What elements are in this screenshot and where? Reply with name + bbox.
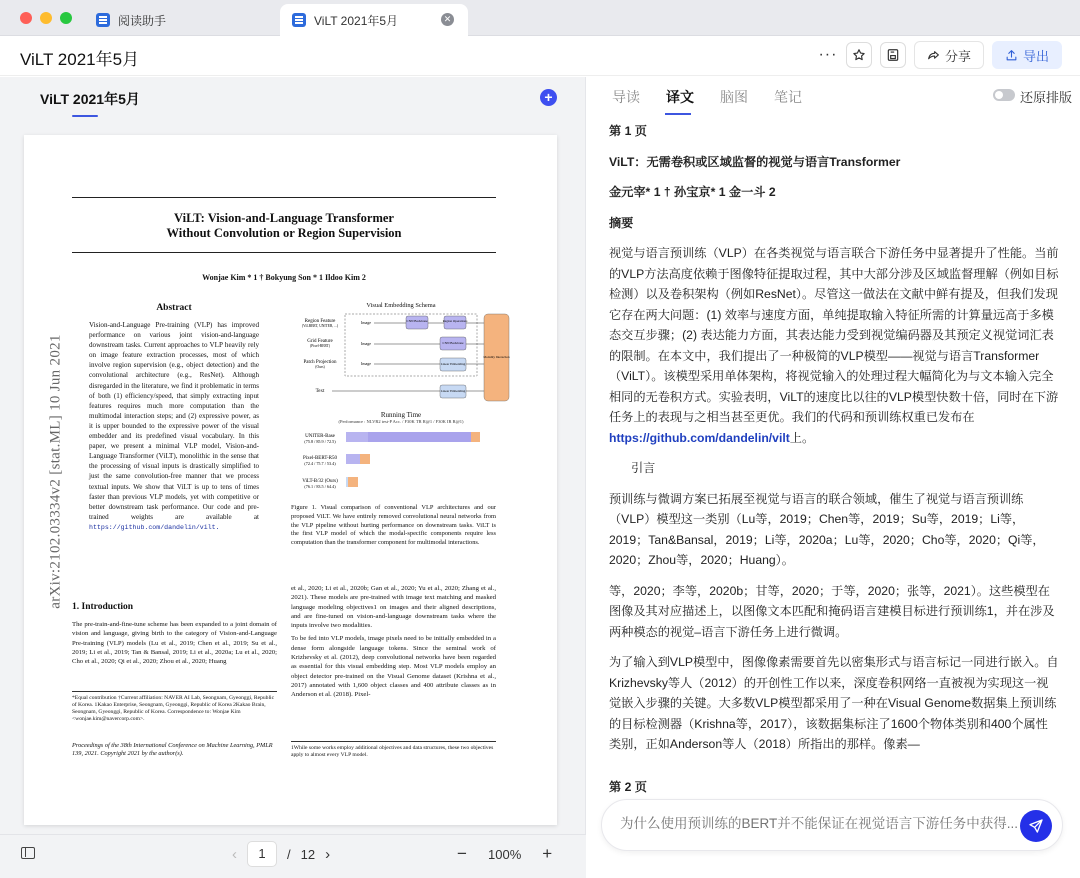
chat-input[interactable] xyxy=(620,816,1020,831)
paper-title xyxy=(72,211,496,241)
star-icon xyxy=(852,48,866,62)
restore-layout-label: 还原排版 xyxy=(1020,90,1073,105)
export-label: 导出 xyxy=(1022,48,1049,64)
vilt-linear-bar xyxy=(346,477,348,487)
page-separator: / xyxy=(287,846,291,862)
star-button[interactable] xyxy=(846,42,872,68)
zoom-out-icon[interactable]: − xyxy=(457,844,467,863)
page-label: 第 1 页 xyxy=(609,124,647,138)
tab-translation[interactable]: 译文 xyxy=(666,89,694,105)
pixelbert-cnn-bar xyxy=(346,454,360,464)
row-pixelbert-name: Pixel-BERT-R50 xyxy=(303,456,337,461)
figure-title: Visual Embedding Schema xyxy=(366,302,436,309)
region-ops-label: Region Operations xyxy=(442,319,468,323)
share-label: 分享 xyxy=(944,48,971,64)
image-label: Image xyxy=(361,341,371,346)
title-rule-top xyxy=(72,197,496,198)
grid-sublabel: (Pixel-BERT) xyxy=(310,344,330,348)
active-tab-indicator xyxy=(665,113,691,115)
next-page-icon[interactable]: › xyxy=(325,845,331,863)
page-title: ViLT 2021年5月 xyxy=(20,50,140,69)
translated-paragraph: 等，2020；李等，2020b；甘等，2020；于等，2020；张等，2021）。这些模型在图像及其对应描述上，以图像文本匹配和掩码语言建模目标进行预训练1，并在涉及两种模态的视觉–语言下游任务上进行微调。 xyxy=(609,583,1055,639)
row-pixelbert-sub: (72.4 / 75.7 / 53.4) xyxy=(304,461,336,466)
translated-paragraph: 为了输入到VLP模型中，图像像素需要首先以密集形式与语言标记一同进行嵌入。自Krizhevsky等人（2012）的开创性工作以来，深度卷积网络一直被视为实现这一视觉嵌入步骤的关键。大多数VLP模型都采用了一种在Visual Genome数据集上预训练的目标检测器（Krishna等，2017），该数据集标注了1600个物体类别和400个属性类别，正如Anderson等人（2018）所指出的那样。像素— xyxy=(609,655,1059,751)
abstract-label: 摘要 xyxy=(609,215,634,230)
abstract-body: 视觉与语言预训练（VLP）在各类视觉与语言联合下游任务中显著提升了性能。当前的VLP方法高度依赖于图像特征提取过程，其中大部分涉及区域监督理解（例如目标检测）以及卷积架构（例如ResNet）。尽管这一做法在文献中鲜有提及，但我们发现它存在两大问题：(1) 效率与速度方面，单纯提取输入特征所需的计算量远高于多模态交互步骤；(2) 表达能力方面，其表达能力受到视觉编码器及其预定义视觉词汇表的限制。在本文中，我们提出了一种极简的VLP模型——视觉与语言Transformer（ViLT）。该模型采用单体架构，将视觉输入的处理过程大幅简化为与文本输入完全相同的无卷积方式。实验表明，ViLT的速度比以往的VLP模型快数十倍，同时在下游任务上的表现与之相当甚至更优。我们的代码和预训练权重已发布在 xyxy=(609,246,1059,424)
export-button[interactable] xyxy=(992,41,1062,69)
visual-embedding-diagram xyxy=(298,313,512,407)
objective-footnote: 1While some works employ additional objectives and data structures, these two objectives apply to almost every VLP model. xyxy=(291,741,496,759)
paper-title-line1: ViLT: Vision-and-Language Transformer xyxy=(174,211,394,225)
send-button[interactable] xyxy=(1020,810,1052,842)
text-label: Text xyxy=(315,389,325,394)
translated-authors: 金元宰* 1 † 孙宝京* 1 金一斗 2 xyxy=(609,185,776,199)
cnn-box-2-label: CNN Backbone xyxy=(442,341,464,345)
maximize-window-button[interactable] xyxy=(60,12,72,24)
region-sublabel: (ViLBERT, UNITER, ...) xyxy=(301,324,339,328)
code-link[interactable]: https://github.com/dandelin/vilt xyxy=(609,430,790,445)
image-label: Image xyxy=(361,320,371,325)
page-total: 12 xyxy=(300,846,316,862)
row-uniter-name: UNITER-Base xyxy=(305,434,335,439)
translation-panel xyxy=(587,77,1080,878)
paper-authors: Wonjae Kim * 1 † Bokyung Son * 1 Ildoo Kim 2 xyxy=(202,273,366,282)
share-icon xyxy=(927,49,940,62)
region-label: Region Feature xyxy=(304,319,336,324)
sidebar-toggle-icon[interactable] xyxy=(21,847,35,859)
tab-vilt[interactable] xyxy=(280,4,468,36)
author-footnote: *Equal contribution †Current affiliation: NAVER AI Lab, Seongnam, Gyeonggi, Republic of Korea. 1Kakao Enterprise, Seongnam, Gyeonggi, Republic of Korea 2Kakao Brain, Seongnam, Gyeonggi, Republic of Korea. Correspondence to: Wonjae Kim <wonjae.kim@navercorp.com>. xyxy=(72,691,277,723)
intro-text: The pre-train-and-fine-tune scheme has been expanded to a joint domain of vision and language, giving birth to the category of Vision-and-Language Pre-training (VLP) models (Lu et al., 2019; Chen et al., 2019; Su et al., 2019; Li et al., 2019; Tan & Bansal, 2019; Li et al., 2020a; Lu et al., 2020; Cho et al., 2020; Qi et al., 2020; Zhou et al., 2020; Huang xyxy=(72,621,277,666)
save-icon xyxy=(886,48,900,62)
close-window-button[interactable] xyxy=(20,12,32,24)
abstract-body: Vision-and-Language Pre-training (VLP) has improved performance on various joint vision-and-language downstream tasks. Current approaches to VLP heavily rely on image feature extraction processes, most of which involve region supervision (e.g., object detection) and the convolutional architecture (e.g., ResNet). Although disregarded in the literature, we find it problematic in terms of both (1) efficiency/speed, that simply extracting input features requires much more computation than the multimodal interaction steps; and (2) expressive power, as it is upper bounded to the expressive power of the visual embedder and its predefined visual vocabulary. In this paper, we present a minimal VLP model, Vision-and-Language Transformer (ViLT), monolithic in the sense that the processing of visual inputs is drastically simplified to just the same convolution-free manner that we process textual inputs. We show that ViLT is up to tens of times faster than previous VLP models, yet with competitive or better downstream task performance. Our code and pre-trained weights are available at xyxy=(89,321,259,521)
pdf-toolbar xyxy=(0,834,586,878)
row-vilt-sub: (76.1 / 83.5 / 64.4) xyxy=(304,484,336,489)
row-uniter-sub: (75.8 / 85.9 / 72.5) xyxy=(304,439,336,444)
translation-content xyxy=(609,121,1059,801)
share-button[interactable] xyxy=(914,41,984,69)
document-icon xyxy=(96,13,110,27)
tab-label: 阅读助手 xyxy=(118,13,167,28)
abstract-tail: 上。 xyxy=(789,430,815,445)
pdf-panel xyxy=(0,77,586,878)
patch-sublabel: (Ours) xyxy=(315,365,325,369)
document-icon xyxy=(292,13,306,27)
panel-tabs xyxy=(612,87,802,107)
tab-label: ViLT 2021年5月 xyxy=(314,13,399,28)
arxiv-stamp: arXiv:2102.03334v2 [stat.ML] 10 Jun 2021 xyxy=(47,334,64,609)
export-icon xyxy=(1005,49,1018,62)
chat-input-bar xyxy=(601,799,1063,851)
image-label: Image xyxy=(361,361,371,366)
uniter-modality-bar xyxy=(471,432,480,442)
page-number-input[interactable]: 1 xyxy=(247,841,277,867)
page-label: 第 2 页 xyxy=(609,780,647,794)
header-actions xyxy=(818,41,1062,69)
uniter-region-bar xyxy=(368,432,471,442)
send-icon xyxy=(1028,818,1044,834)
save-button[interactable] xyxy=(880,42,906,68)
zoom-in-icon[interactable]: + xyxy=(542,844,553,863)
grid-label: Grid Feature xyxy=(307,339,333,344)
patch-label: Patch Projection xyxy=(303,360,337,365)
right-column-para1: et al., 2020; Li et al., 2020b; Gan et al., 2020; Yu et al., 2020; Zhang et al., 2021). These models are pre-trained with image text matching and masked language modeling objectives1 on images and their aligned descriptions, and are fine-tuned on vision-and-language downstream tasks where the inputs involve two modalities. xyxy=(291,585,496,630)
abstract-link[interactable]: https://github.com/dandelin/vilt. xyxy=(89,523,220,531)
running-time-title: Running Time xyxy=(380,411,422,419)
title-rule-bottom xyxy=(72,252,496,253)
translated-title: ViLT：无需卷积或区域监督的视觉与语言Transformer xyxy=(609,154,901,169)
cnn-box-1-label: CNN Backbone xyxy=(406,319,428,323)
prev-page-icon[interactable]: ‹ xyxy=(232,845,237,863)
add-icon[interactable]: + xyxy=(540,89,557,106)
intro-label: 引言 xyxy=(631,461,656,475)
doc-title[interactable]: ViLT 2021年5月 xyxy=(40,91,140,107)
linear-box-2-label: Linear Embedding xyxy=(440,389,466,393)
tab-reading-assistant[interactable] xyxy=(84,4,278,36)
running-time-chart xyxy=(298,429,512,503)
restore-layout-toggle[interactable] xyxy=(993,89,1015,101)
translated-abstract xyxy=(609,243,1059,448)
more-icon[interactable]: ··· xyxy=(818,46,838,63)
modality-label: Modality Interaction xyxy=(483,355,510,359)
pagination xyxy=(232,841,330,867)
close-tab-icon[interactable]: ✕ xyxy=(441,13,454,26)
paper-title-line2: Without Convolution or Region Supervision xyxy=(166,226,402,240)
linear-box-1-label: Linear Embedding xyxy=(440,362,466,366)
pdf-page[interactable] xyxy=(24,135,557,825)
tab-notes[interactable]: 笔记 xyxy=(774,89,802,105)
doc-title-underline xyxy=(72,115,98,117)
running-time-subtitle: (Performance : NLVR2 test-P Acc. / F30K TR R@1 / F30K IR R@1) xyxy=(338,419,464,424)
proceedings-note: Proceedings of the 38th International Conference on Machine Learning, PMLR 139, 2021. Copyright 2021 by the author(s). xyxy=(72,742,273,758)
window-controls xyxy=(20,12,72,24)
tab-mindmap[interactable]: 脑图 xyxy=(720,89,748,105)
right-column-para2: To be fed into VLP models, image pixels need to be initially embedded in a dense form alongside language tokens. Since the seminal work of Krizhevsky et al. (2012), deep convolutional networks have been regarded as essential for this visual embedding step. Most VLP models employ an object detector pre-trained on the Visual Genome dataset (Krishna et al., 2017) annotated with 1,600 object classes and 400 attribute classes as in Anderson et al. (2018). Pixel- xyxy=(291,635,496,699)
abstract-text xyxy=(89,320,259,533)
vilt-modality-bar xyxy=(348,477,358,487)
zoom-level: 100% xyxy=(488,846,522,862)
translated-paragraph: 预训练与微调方案已拓展至视觉与语言的联合领域，催生了视觉与语言预训练（VLP）模型这一类别（Lu等，2019；Chen等，2019；Su等，2019；Li等，2019；Tan&Bansal，2019；Li等，2020a；Lu等，2020；Cho等，2020；Qi等，2020；Zhou等，2020；Huang）。 xyxy=(609,491,1045,567)
row-vilt-name: ViLT-B/32 (Ours) xyxy=(302,479,338,484)
figure-caption: Figure 1. Visual comparison of conventional VLP architectures and our proposed ViLT. We have entirely removed convolutional neural networks from the VLP pipeline without hurting performance on downstream tasks. ViLT is the first VLP model of which the modal-specific components require less computation than the transformer component for multimodal interactions. xyxy=(291,504,496,547)
intro-heading: 1. Introduction xyxy=(72,602,134,612)
app-header xyxy=(0,36,1080,76)
pixelbert-modality-bar xyxy=(360,454,370,464)
uniter-cnn-bar xyxy=(346,432,368,442)
window-titlebar xyxy=(0,0,1080,36)
minimize-window-button[interactable] xyxy=(40,12,52,24)
zoom-controls xyxy=(454,841,555,867)
tab-guide[interactable]: 导读 xyxy=(612,89,640,105)
right-column-text xyxy=(291,584,496,700)
abstract-heading: Abstract xyxy=(156,303,192,313)
